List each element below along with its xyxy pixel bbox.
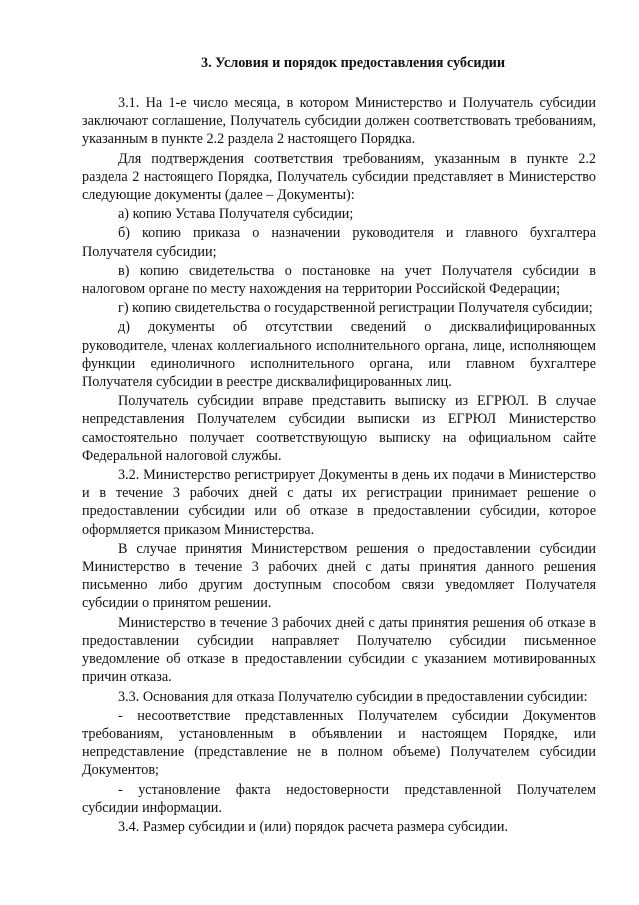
list-item-g: г) копию свидетельства о государственной регистрации Получателя субсидии;: [118, 300, 593, 317]
paragraph-decision-granted: В случае принятия Министерством решения о предоставлении субсидии Министерство в течение 3 рабочих дней с даты принятия данного решения письменно либо другим доступным способом связи уведомляет Получателя субсидии о принятом решении.: [82, 540, 596, 612]
section-title: 3. Условия и порядок предоставления субсидии: [200, 55, 506, 71]
refusal-reason-1: - несоответствие представленных Получателем субсидии Документов требованиям, установленным в объявлении и настоящем Порядке, или непредставление (представление не в полном объеме) Получателем субсидии Документов;: [82, 707, 596, 779]
paragraph-3-2: 3.2. Министерство регистрирует Документы в день их подачи в Министерство и в течение 3 рабочих дней с даты их регистрации принимает решение о предоставлении субсидии или об отказе в предоставлении субсидии, которое оформляется приказом Министерства.: [82, 467, 596, 538]
paragraph-3-1: 3.1. На 1-е число месяца, в котором Министерство и Получатель субсидии заключают соглашение, Получатель субсидии должен соответствовать требованиям, указанным в пункте 2.2 раздела 2 настоящего Порядка.: [82, 95, 596, 148]
list-item-b: б) копию приказа о назначении руководителя и главного бухгалтера Получателя субсидии;: [82, 225, 596, 260]
paragraph-documents-intro: Для подтверждения соответствия требованиям, указанным в пункте 2.2 раздела 2 настоящего Порядка, Получатель субсидии представляет в Министерство следующие документы (далее – Документы):: [82, 150, 596, 204]
list-item-a: а) копию Устава Получателя субсидии;: [118, 206, 354, 223]
list-item-v: в) копию свидетельства о постановке на учет Получателя субсидии в налоговом органе по месту нахождения на территории Российской Федерации;: [82, 262, 596, 298]
refusal-reason-2: - установление факта недостоверности представленной Получателем субсидии информации.: [82, 781, 596, 816]
paragraph-3-4: 3.4. Размер субсидии и (или) порядок расчета размера субсидии.: [118, 818, 509, 835]
paragraph-3-3: 3.3. Основания для отказа Получателю субсидии в предоставлении субсидии:: [118, 688, 588, 705]
paragraph-egrul: Получатель субсидии вправе представить выписку из ЕГРЮЛ. В случае непредставления Получателем субсидии выписки из ЕГРЮЛ Министерство самостоятельно получает соответствующую выписку на официальном сайте Федеральной налоговой службы.: [82, 393, 596, 464]
paragraph-decision-refused: Министерство в течение 3 рабочих дней с даты принятия решения об отказе в предоставлении субсидии направляет Получателю субсидии письменное уведомление об отказе в предоставлении субсидии с указанием мотивированных причин отказа.: [82, 614, 596, 686]
list-item-d: д) документы об отсутствии сведений о дисквалифицированных руководителе, членах коллегиального исполнительного органа, лице, исполняющем функции единоличного исполнительного органа, или главном бухгалтере Получателя субсидии в реестре дисквалифицированных лиц.: [82, 319, 596, 391]
